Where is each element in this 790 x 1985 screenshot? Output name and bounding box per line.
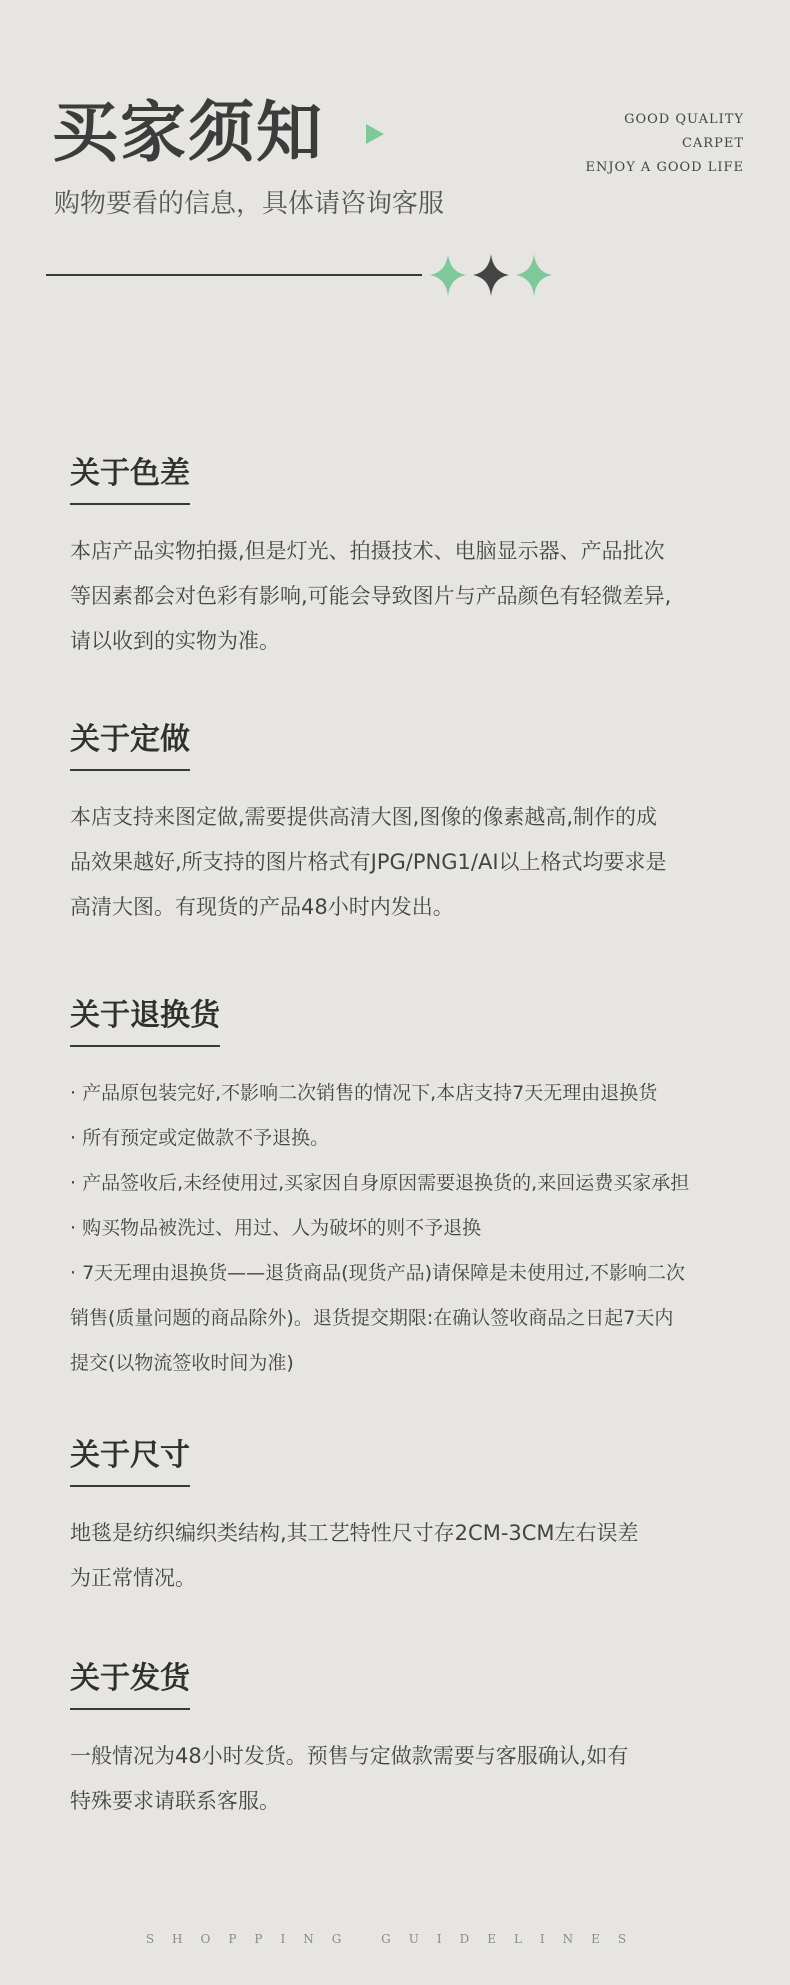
section-text: 请以收到的实物为准。 xyxy=(70,629,280,653)
section-title: 关于退换货 xyxy=(70,997,220,1047)
section-title: 关于发货 xyxy=(70,1660,190,1710)
header xyxy=(0,0,790,320)
section-text: 本店支持来图定做,需要提供高清大图,图像的像素越高,制作的成 xyxy=(70,805,658,829)
section-color-difference xyxy=(70,455,740,664)
section-title: 关于色差 xyxy=(70,455,190,505)
header-divider xyxy=(46,274,422,276)
tagline-line: GOOD QUALITY xyxy=(624,112,744,127)
section-text: 高清大图。有现货的产品48小时内发出。 xyxy=(70,895,454,919)
section-text: 为正常情况。 xyxy=(70,1566,196,1590)
sparkle-stars-icon xyxy=(428,250,554,300)
tagline-line: CARPET xyxy=(681,136,744,151)
list-item: 提交(以物流签收时间为准) xyxy=(70,1352,294,1374)
page-subtitle: 购物要看的信息，具体请咨询客服 xyxy=(54,189,445,219)
list-item: · 产品原包装完好,不影响二次销售的情况下,本店支持7天无理由退换货 xyxy=(70,1082,658,1104)
page-title: 买家须知 xyxy=(52,93,324,171)
play-icon xyxy=(364,122,386,146)
section-returns xyxy=(70,997,740,1386)
section-text: 特殊要求请联系客服。 xyxy=(70,1789,280,1813)
section-text: 一般情况为48小时发货。预售与定做款需要与客服确认,如有 xyxy=(70,1744,629,1768)
tagline xyxy=(585,108,744,180)
list-item: · 产品签收后,未经使用过,买家因自身原因需要退换货的,来回运费买家承担 xyxy=(70,1172,690,1194)
list-item: 销售(质量问题的商品除外)。退货提交期限:在确认签收商品之日起7天内 xyxy=(70,1307,674,1329)
section-text: 本店产品实物拍摄,但是灯光、拍摄技术、电脑显示器、产品批次 xyxy=(70,539,665,563)
section-custom-order xyxy=(70,721,740,930)
tagline-line: ENJOY A GOOD LIFE xyxy=(585,160,744,175)
footer-text: SHOPPING GUIDELINES xyxy=(145,1932,645,1946)
list-item: · 所有预定或定做款不予退换。 xyxy=(70,1127,330,1149)
section-size xyxy=(70,1437,740,1601)
section-title: 关于尺寸 xyxy=(70,1437,190,1487)
list-item: · 购买物品被洗过、用过、人为破坏的则不予退换 xyxy=(70,1217,482,1239)
section-text: 品效果越好,所支持的图片格式有JPG/PNG1/AI以上格式均要求是 xyxy=(70,850,667,874)
section-text: 地毯是纺织编织类结构,其工艺特性尺寸存2CM-3CM左右误差 xyxy=(70,1521,639,1545)
section-title: 关于定做 xyxy=(70,721,190,771)
list-item: · 7天无理由退换货——退货商品(现货产品)请保障是未使用过,不影响二次 xyxy=(70,1262,686,1284)
section-shipping xyxy=(70,1660,740,1824)
returns-list xyxy=(70,1071,740,1386)
section-text: 等因素都会对色彩有影响,可能会导致图片与产品颜色有轻微差异, xyxy=(70,584,672,608)
